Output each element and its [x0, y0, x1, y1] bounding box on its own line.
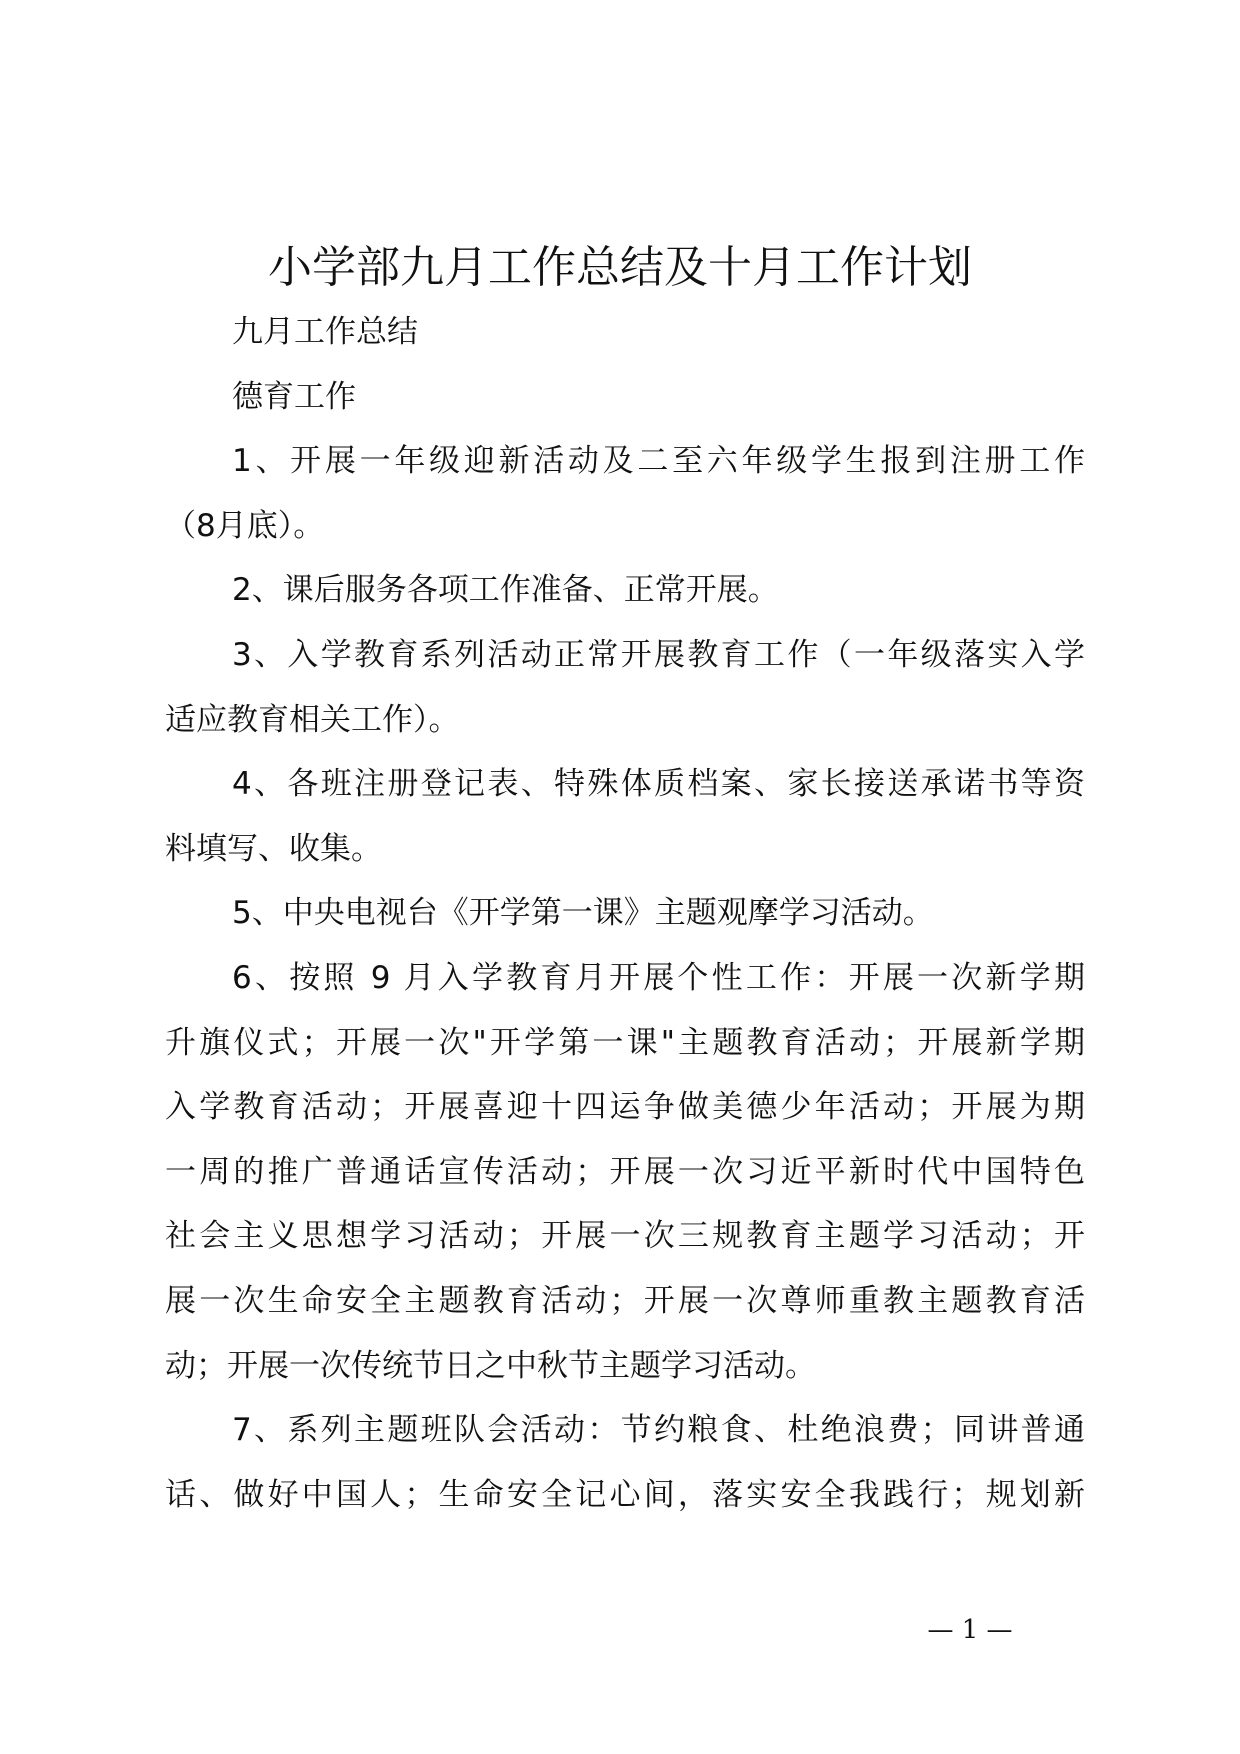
text-line: 6、按照 9 月入学教育月开展个性工作：开展一次新学期: [232, 959, 1085, 996]
text-line: 话、做好中国人；生命安全记心间，落实安全我践行；规划新: [165, 1476, 1085, 1513]
text-line: 德育工作: [232, 378, 356, 415]
text-line: 一周的推广普通话宣传活动；开展一次习近平新时代中国特色: [165, 1153, 1085, 1190]
text-line: 3、入学教育系列活动正常开展教育工作（一年级落实入学: [232, 636, 1085, 673]
text-line: 九月工作总结: [232, 314, 418, 350]
text-line: 动；开展一次传统节日之中秋节主题学习活动。: [165, 1347, 816, 1384]
text-line: 升旗仪式；开展一次"开学第一课"主题教育活动；开展新学期: [165, 1024, 1085, 1061]
text-line: 入学教育活动；开展喜迎十四运争做美德少年活动；开展为期: [165, 1089, 1085, 1126]
text-line: 展一次生命安全主题教育活动；开展一次尊师重教主题教育活: [165, 1282, 1085, 1319]
text-line: 适应教育相关工作）。: [165, 701, 460, 738]
text-line: 社会主义思想学习活动；开展一次三规教育主题学习活动；开: [165, 1218, 1085, 1255]
text-line: （8月底）。: [165, 507, 325, 544]
text-line: 料填写、收集。: [165, 830, 382, 867]
text-line: 1、开展一年级迎新活动及二至六年级学生报到注册工作: [232, 443, 1085, 480]
text-line: 7、系列主题班队会活动：节约粮食、杜绝浪费；同讲普通: [232, 1412, 1085, 1449]
page-number: — 1 —: [927, 1615, 1013, 1645]
text-line: 4、各班注册登记表、特殊体质档案、家长接送承诺书等资: [232, 766, 1085, 803]
document-body: [165, 300, 1085, 1527]
document-title: 小学部九月工作总结及十月工作计划: [268, 242, 972, 293]
text-line: 5、中央电视台《开学第一课》主题观摩学习活动。: [232, 895, 934, 932]
text-line: 2、课后服务各项工作准备、正常开展。: [232, 572, 779, 609]
